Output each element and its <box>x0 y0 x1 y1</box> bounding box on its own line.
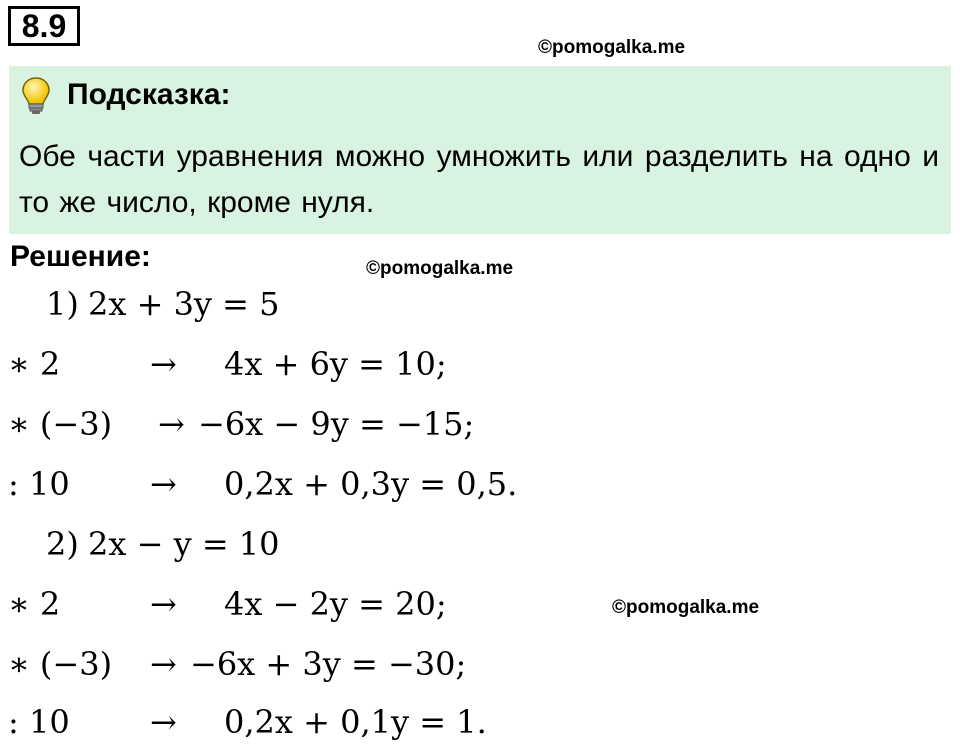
arrow-icon: → <box>150 345 177 383</box>
step-operation: ∗ (−3) <box>8 405 113 443</box>
part1-step <box>0 459 960 509</box>
step-result: −6x − 9y = −15; <box>198 405 475 443</box>
step-result: 0,2x + 0,3y = 0,5. <box>224 465 518 503</box>
hint-text: Обе части уравнения можно умножить или разделить на одно и то же число, кроме нуля. <box>19 140 939 219</box>
step-operation: : 10 <box>8 465 70 503</box>
part2-step <box>0 697 960 747</box>
task-number: 8.9 <box>8 6 80 46</box>
part2-step <box>0 639 960 689</box>
step-result: 0,2x + 0,1y = 1. <box>224 703 487 741</box>
part1-step <box>0 399 960 449</box>
hint-box <box>9 66 951 234</box>
part2-equation: 2x − y = 10 <box>88 525 280 563</box>
watermark: ©pomogalka.me <box>612 597 760 618</box>
part1-label: 1) <box>46 285 79 323</box>
solution-title: Решение: <box>10 240 151 273</box>
step-operation: ∗ 2 <box>8 585 61 623</box>
step-result: 4x − 2y = 20; <box>224 585 447 623</box>
step-operation: ∗ 2 <box>8 345 61 383</box>
part2-header <box>0 519 960 569</box>
arrow-icon: → <box>158 405 185 443</box>
step-operation: : 10 <box>8 703 70 741</box>
hint-title: Подсказка: <box>67 78 231 111</box>
part2-label: 2) <box>46 525 79 563</box>
part1-header <box>0 279 960 329</box>
watermark: ©pomogalka.me <box>366 258 514 279</box>
arrow-icon: → <box>150 585 177 623</box>
arrow-icon: → <box>150 703 177 741</box>
watermark: ©pomogalka.me <box>538 37 686 58</box>
part2-step <box>0 579 960 629</box>
step-result: 4x + 6y = 10; <box>224 345 447 383</box>
arrow-icon: → <box>150 645 177 683</box>
arrow-icon: → <box>150 465 177 503</box>
lightbulb-icon <box>21 76 51 116</box>
step-result: −6x + 3y = −30; <box>190 645 467 683</box>
step-operation: ∗ (−3) <box>8 645 113 683</box>
part1-step <box>0 339 960 389</box>
part1-equation: 2x + 3y = 5 <box>88 285 280 323</box>
